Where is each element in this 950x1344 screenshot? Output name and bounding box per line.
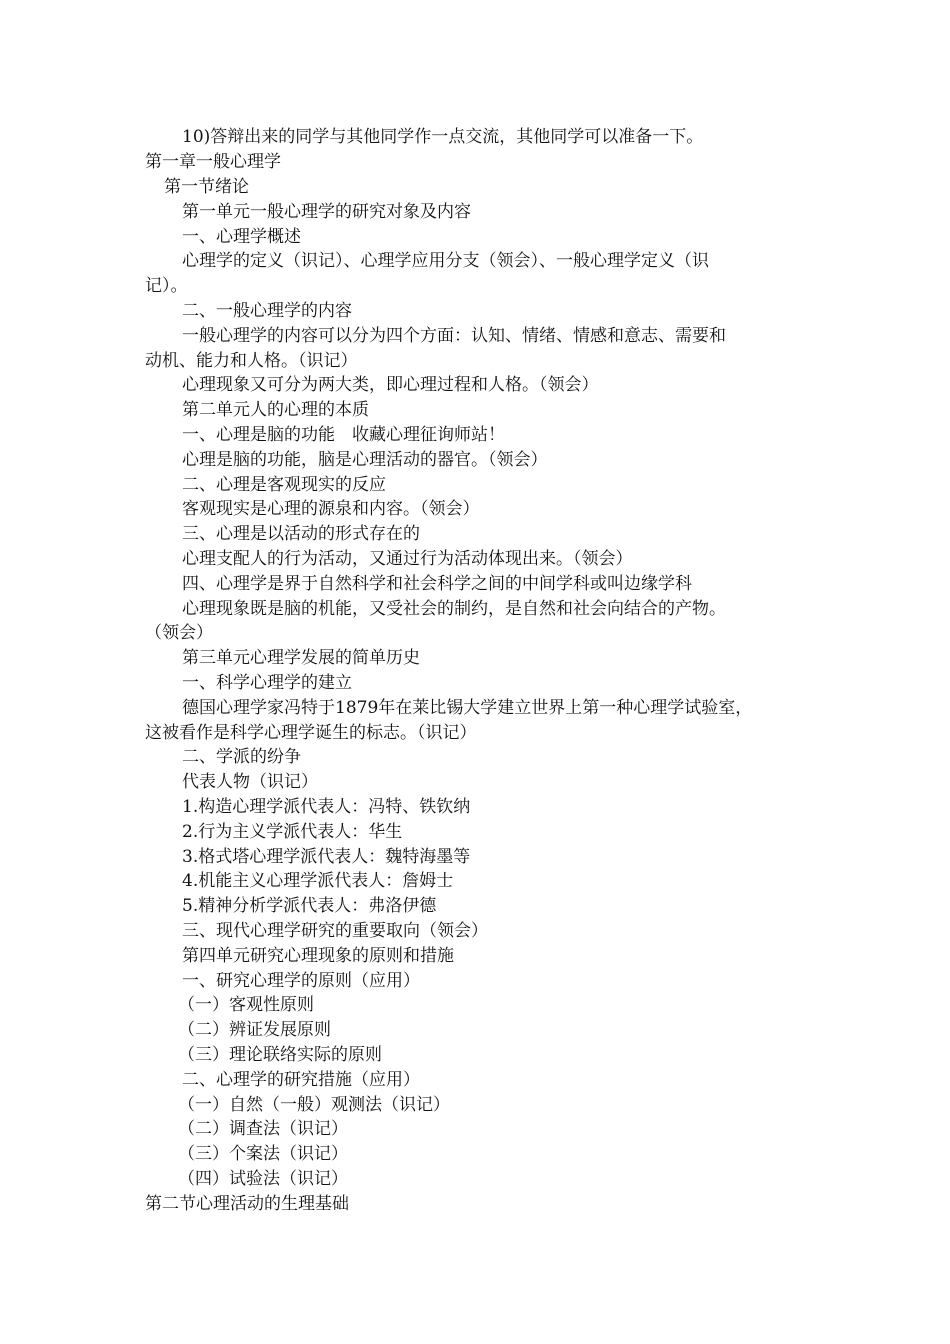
section-heading: 第二节心理活动的生理基础 [145,1194,349,1214]
list-item: 3.格式塔心理学派代表人：魏特海墨等 [182,847,471,867]
list-item: 2.行为主义学派代表人：华生 [182,822,403,842]
paragraph-line: 德国心理学家冯特于1879年在莱比锡大学建立世界上第一种心理学试验室， [182,698,753,718]
subheading: 一、科学心理学的建立 [182,673,352,693]
list-item: （四）试验法（识记） [178,1169,348,1189]
list-item: （三）个案法（识记） [178,1144,348,1164]
unit-heading: 第四单元研究心理现象的原则和措施 [182,946,454,966]
subheading: 一、研究心理学的原则（应用） [182,971,420,991]
unit-heading: 第二单元人的心理的本质 [182,400,369,420]
paragraph-line: 心理学的定义（识记）、心理学应用分支（领会）、一般心理学定义（识 [182,251,709,271]
subheading: 三、心理是以活动的形式存在的 [182,524,420,544]
list-item: （二）辨证发展原则 [178,1020,331,1040]
list-item: 5.精神分析学派代表人：弗洛伊德 [182,896,437,916]
list-item: （三）理论联络实际的原则 [178,1045,382,1065]
list-item: 1.构造心理学派代表人：冯特、铁钦纳 [182,797,471,817]
paragraph-line: 心理支配人的行为活动，又通过行为活动体现出来。（领会） [182,549,633,569]
paragraph-line: 动机、能力和人格。（识记） [145,351,358,371]
list-item: （一）客观性原则 [178,995,314,1015]
subheading: 二、心理是客观现实的反应 [182,475,386,495]
subheading: 四、心理学是界于自然科学和社会科学之间的中间学科或叫边缘学科 [182,574,692,594]
paragraph-line: （领会） [145,623,213,643]
subheading: 一、心理是脑的功能 收藏心理征询师站！ [182,425,505,445]
subheading: 三、现代心理学研究的重要取向（领会） [182,921,488,941]
paragraph-line: 记）。 [145,276,188,296]
subheading: 二、学派的纷争 [182,747,301,767]
list-item: （一）自然（一般）观测法（识记） [178,1095,450,1115]
section-heading: 第一节绪论 [164,177,249,197]
paragraph-line: 心理现象又可分为两大类，即心理过程和人格。（领会） [182,375,599,395]
unit-heading: 第三单元心理学发展的简单历史 [182,648,420,668]
list-item: （二）调查法（识记） [178,1119,348,1139]
chapter-heading: 第一章一般心理学 [145,152,281,172]
paragraph-line: 一般心理学的内容可以分为四个方面：认知、情绪、情感和意志、需要和 [182,326,726,346]
paragraph-line: 10)答辩出来的同学与其他同学作一点交流，其他同学可以准备一下。 [182,127,704,147]
paragraph-line: 心理是脑的功能，脑是心理活动的器官。（领会） [182,450,548,470]
subheading: 二、心理学的研究措施（应用） [182,1070,420,1090]
paragraph-line: 客观现实是心理的源泉和内容。（领会） [182,499,480,519]
paragraph-line: 代表人物（识记） [182,772,318,792]
list-item: 4.机能主义心理学派代表人：詹姆士 [182,871,454,891]
subheading: 二、一般心理学的内容 [182,301,352,321]
subheading: 一、心理学概述 [182,227,301,247]
paragraph-line: 这被看作是科学心理学诞生的标志。（识记） [145,723,477,743]
paragraph-line: 心理现象既是脑的机能，又受社会的制约，是自然和社会向结合的产物。 [182,599,726,619]
unit-heading: 第一单元一般心理学的研究对象及内容 [182,202,471,222]
